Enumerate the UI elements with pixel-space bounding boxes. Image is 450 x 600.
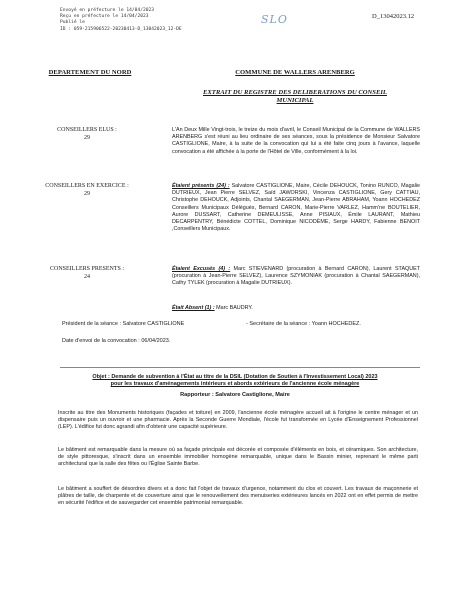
- exercice-label-block: [32, 183, 142, 198]
- absent-members: [172, 305, 420, 312]
- session-president: Président de la séance : Salvatore CASTIGLIONE: [62, 321, 185, 327]
- absent-heading: Était Absent (1) :: [172, 305, 215, 311]
- elus-label-block: [32, 127, 142, 142]
- presents-label-block: [32, 266, 142, 281]
- absent-list: Marc BAUDRY.: [216, 305, 253, 311]
- prefecture-stamp: [60, 8, 210, 33]
- elus-label: CONSEILLERS ELUS :: [57, 127, 117, 133]
- rapporteur: Rapporteur : Salvatore Castiglione, Maire: [180, 392, 290, 398]
- present-members: [172, 183, 420, 233]
- department-heading: DEPARTEMENT DU NORD: [48, 69, 132, 76]
- stamp-line: Envoyé en préfecture le 14/04/2023: [60, 8, 155, 13]
- body-paragraph: Le bâtiment a souffert de désordres divers et a donc fait l'objet de travaux d'urgence, notamment du clos et couvert. Les travaux de maçonnerie et plâtres de taille, de charpente et de couverture ainsi que le renouvellement des menuiseries extérieures lancés en 2022 ont en effet permis de mettre en sécurité l'édifice et de sauvegarder cet ensemble patrimonial remarquable.: [58, 486, 418, 507]
- stamp-line: Reçu en préfecture le 14/04/2023: [60, 14, 149, 20]
- handwritten-mark: SLO: [261, 13, 288, 26]
- body-paragraph: Le bâtiment est remarquable dans la mesure où sa façade principale est décorée et composée d'éléments en bois, et céramiques. Son architecture, de style pittoresque, s'inscrit dans un ensemble immobilier homogène remarquable, unique dans le Bassin minier, reprenant le même parti architectural que la salle des fêtes ou l'Église Sainte Barbe.: [58, 447, 418, 468]
- convocation-date: Date d'envoi de la convocation : 06/04/2023.: [62, 338, 171, 344]
- divider: [60, 367, 420, 368]
- presents-label: CONSEILLERS PRESENTS :: [49, 266, 124, 272]
- excused-members: [172, 266, 420, 288]
- document-reference: D_13042023.12: [372, 13, 415, 20]
- body-paragraph: Inscrite au titre des Monuments historiques (façades et toiture) en 2009, l'ancienne école ménagère accueil ait à l'origine le centre ménager et un dispensaire puis un ouvroir et une pharmacie. Après la Seconde Guerre Mondiale, l'école fut transformée en Lycée d'Enseignement Professionnel (LEP). L'édifice fut donc agrandi afin d'obtenir une capacité supérieure.: [58, 410, 418, 431]
- commune-heading: COMMUNE DE WALLERS ARENBERG: [235, 69, 355, 76]
- excused-list: Marc STIEVENARD (procuration à Bernard CARON), Laurent STAQUET (procuration à Jean-Pierre SELVEZ), Laurence SZYMONIAK (procuration à Chantal SAEGERMAN), Cathy TYLEK (procuration à Magalie DUTRIEUX).: [172, 266, 421, 287]
- excused-heading: Étaient Excusés (4) :: [172, 266, 231, 272]
- exercice-count: 29: [84, 190, 90, 197]
- subject-line: pour les travaux d'aménagements intérieurs et abords extérieurs de l'ancienne école ménagère: [110, 381, 360, 387]
- present-heading: Étaient présents (24) :: [172, 183, 230, 189]
- exercice-label: CONSEILLERS EN EXERCICE :: [45, 183, 129, 189]
- session-intro: L'An Deux Mille Vingt-trois, le treize du mois d'avril, le Conseil Municipal de la Commune de WALLERS ARENBERG s'est réuni au lieu ordinaire de ses séances, sous la présidence de Monsieur Salvatore CASTIGLIONE, Maire, à la suite de la convocation qui lui a été faite cinq jours à l'avance, laquelle convocation a été affichée à la porte de l'Hôtel de Ville, conformément à la loi.: [172, 127, 420, 155]
- stamp-line: ID : 059-215906522-20230413-D_13042023_12-DE: [60, 26, 182, 32]
- present-list: Salvatore CASTIGLIONE, Maire, Cécile DEHOUCK, Tonino RUNCO, Magalie DUTRIEUX, Jean Pierre SELVEZ, Saïd JAWORSKI, Vincenza CASTIGLIONE, Gery CATTIAU, Christophe DEHOUCK, Adjoints, Chantal SAEGERMAN, Jean-Pierre ABRAHAM, Yoann HOCHEDEZ Conseillers Municipaux Délégués, Bernard CARON, Marie-Pierre VARLEZ, Hamm'ne BOUTELIER, Aurore DUSSART, Catherine DEMEULISSE, Anne PISIAUX, Émile LAURANT, Mathieu DECARPENTRY, Bénédicte COTTEL, Dominique NICODÈME, Serge HARDY, Fabienne BENOIT ,Conseillers Municipaux.: [172, 183, 420, 233]
- presents-count: 24: [84, 273, 90, 280]
- session-secretary: - Secrétaire de la séance : Yoann HOCHEDEZ.: [246, 321, 361, 327]
- stamp-line: Publié le: [60, 20, 85, 26]
- extract-title: EXTRAIT DU REGISTRE DES DELIBERATIONS DU CONSEIL MUNICIPAL: [203, 89, 387, 104]
- elus-count: 29: [84, 134, 90, 141]
- subject-block: [40, 374, 430, 388]
- subject-line: Objet : Demande de subvention à l'État au titre de la DSIL (Dotation de Soutien à l'Investissement Local) 2023: [92, 374, 378, 380]
